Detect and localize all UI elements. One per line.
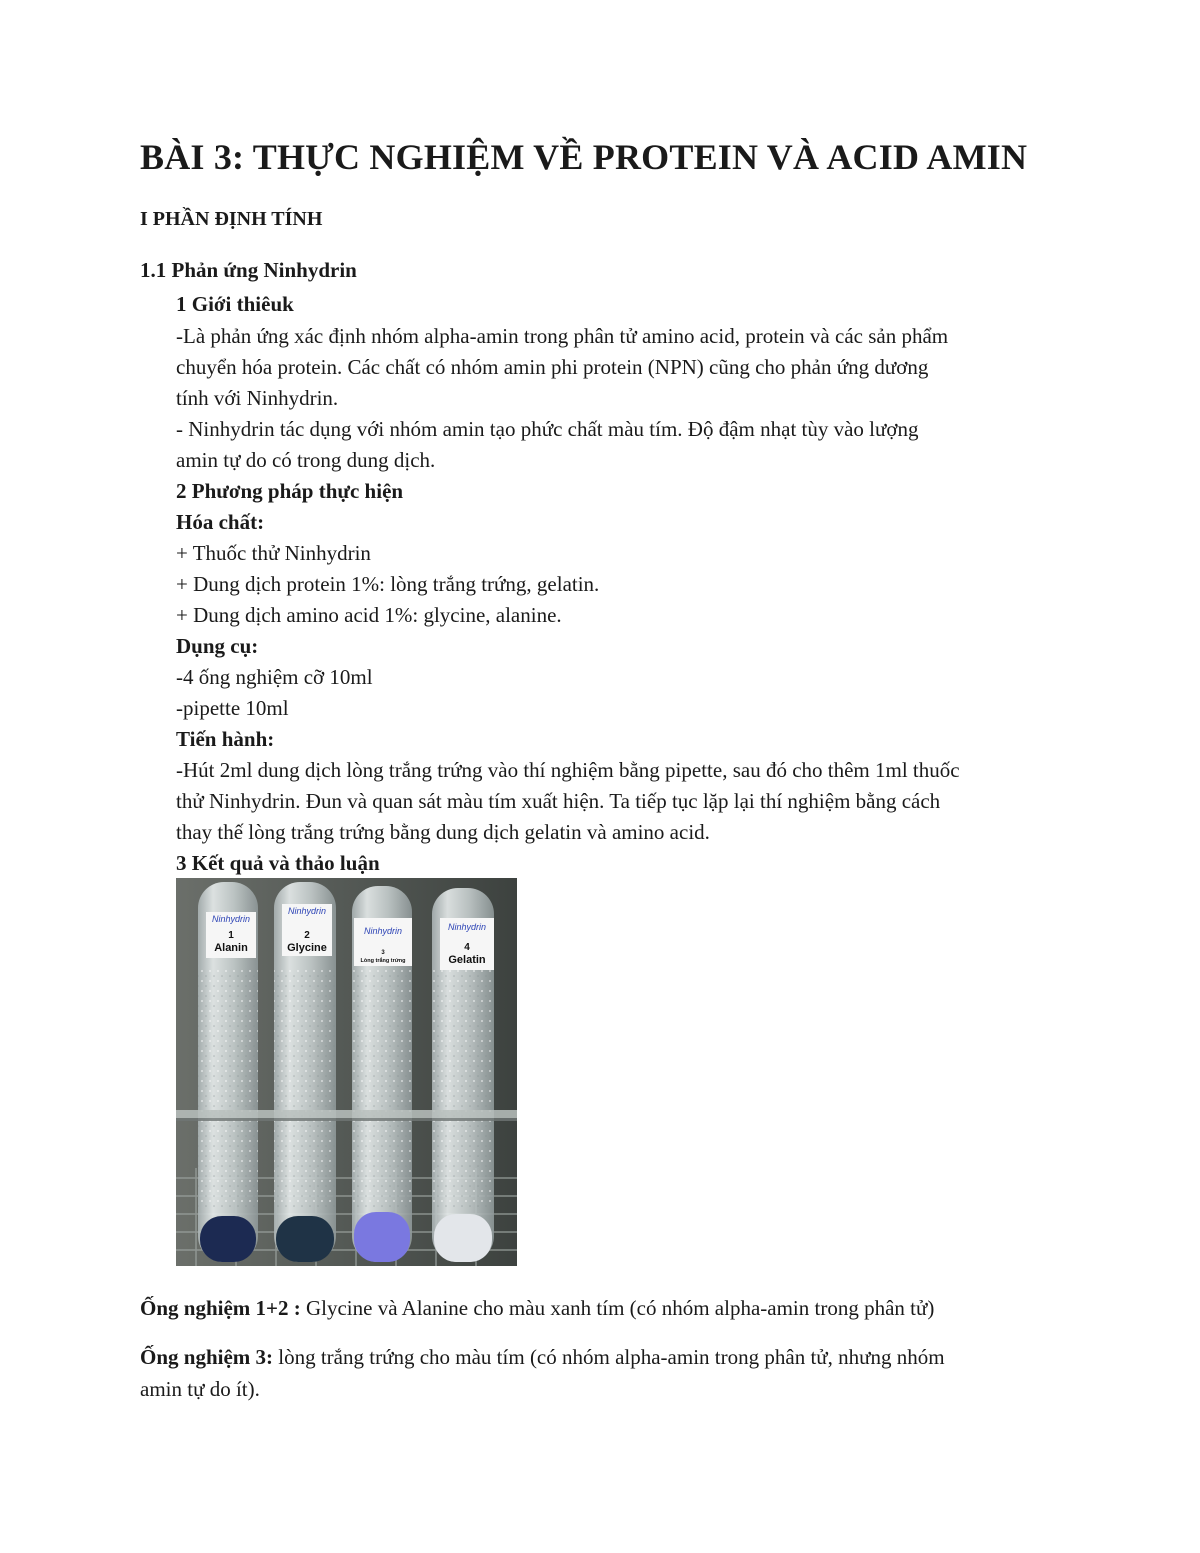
result-tubes-1-2 (140, 1292, 934, 1324)
tool-item: -4 ống nghiệm cỡ 10ml (176, 665, 373, 689)
results-heading: 3 Kết quả và thảo luận (176, 851, 380, 875)
chemical-item: + Dung dịch protein 1%: lòng trắng trứng, gelatin. (176, 572, 600, 596)
intro-heading: 1 Giới thiêuk (176, 292, 294, 316)
intro-line: - Ninhydrin tác dụng với nhóm amin tạo phức chất màu tím. Độ đậm nhạt tùy vào lượng (176, 417, 919, 441)
document-title: BÀI 3: THỰC NGHIỆM VỀ PROTEIN VÀ ACID AMIN (140, 137, 1028, 177)
intro-line: chuyển hóa protein. Các chất có nhóm amin phi protein (NPN) cũng cho phản ứng dương (176, 355, 929, 379)
tube-3-number: 3 (381, 950, 385, 956)
procedure-label: Tiến hành: (176, 727, 275, 751)
subsection-heading: 1.1 Phản ứng Ninhydrin (140, 258, 357, 282)
tube-4-number: 4 (464, 942, 470, 953)
tube-2-top-label: Ninhydrin (287, 906, 327, 916)
chemical-item: + Dung dịch amino acid 1%: glycine, alanine. (176, 603, 562, 627)
tube-3-top-label: Ninhydrin (363, 926, 403, 936)
chemicals-label: Hóa chất: (176, 510, 265, 534)
tube-1-name: Alanin (214, 942, 248, 954)
result-tube-3 (140, 1341, 945, 1373)
tube-4-top-label: Ninhydrin (447, 922, 487, 932)
intro-line: -Là phản ứng xác định nhóm alpha-amin trong phân tử amino acid, protein và các sản phẩm (176, 324, 949, 348)
tube-1-top-label: Ninhydrin (211, 914, 251, 924)
result-1-text: Glycine và Alanine cho màu xanh tím (có nhóm alpha-amin trong phân tử) (300, 1296, 935, 1320)
result-2-text: lòng trắng trứng cho màu tím (có nhóm alpha-amin trong phân tử, nhưng nhóm (273, 1345, 945, 1369)
tools-label: Dụng cụ: (176, 634, 259, 658)
result-2-label: Ống nghiệm 3: (140, 1345, 274, 1369)
tool-item: -pipette 10ml (176, 696, 289, 720)
tube-3-name: Lòng trắng trứng (360, 958, 406, 964)
procedure-line: thử Ninhydrin. Đun và quan sát màu tím xuất hiện. Ta tiếp tục lặp lại thí nghiệm bằng cách (176, 789, 941, 813)
test-tubes-photo (176, 878, 517, 1266)
tube-2-name: Glycine (287, 942, 327, 954)
result-1-label: Ống nghiệm 1+2 : (140, 1296, 301, 1320)
tube-2-number: 2 (304, 930, 310, 941)
procedure-line: thay thế lòng trắng trứng bằng dung dịch gelatin và amino acid. (176, 820, 710, 844)
section-heading: I PHẦN ĐỊNH TÍNH (140, 208, 323, 230)
intro-line: amin tự do có trong dung dịch. (176, 448, 436, 472)
procedure-line: -Hút 2ml dung dịch lòng trắng trứng vào thí nghiệm bằng pipette, sau đó cho thêm 1ml thuốc (176, 758, 960, 782)
tube-1-number: 1 (228, 930, 234, 941)
chemical-item: + Thuốc thử Ninhydrin (176, 541, 371, 565)
result-tube-3-continued: amin tự do ít). (140, 1377, 260, 1401)
intro-line: tính với Ninhydrin. (176, 386, 339, 410)
method-heading: 2 Phương pháp thực hiện (176, 479, 404, 503)
tube-4-name: Gelatin (448, 954, 486, 966)
